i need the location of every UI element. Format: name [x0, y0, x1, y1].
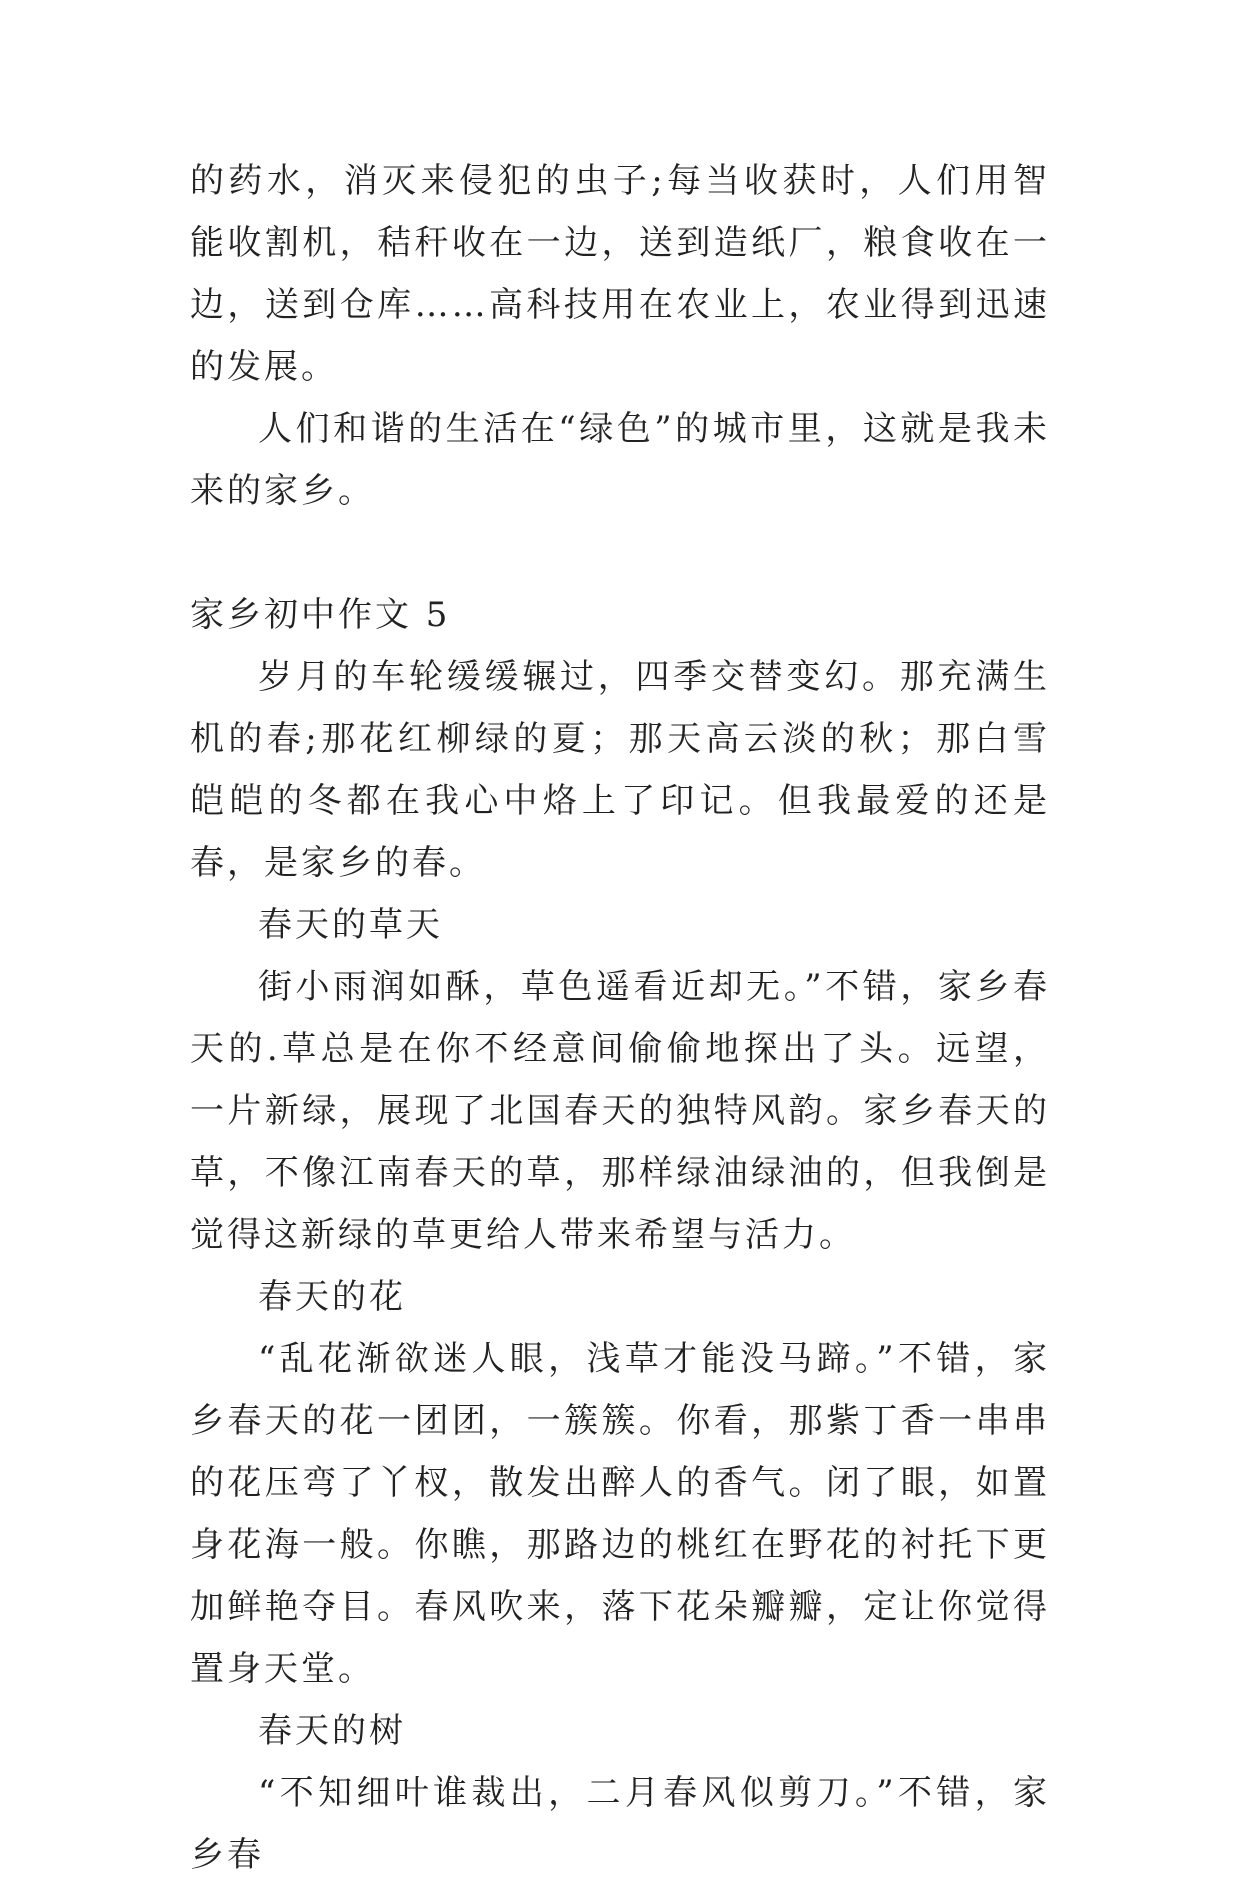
paragraph-continued: 的药水，消灭来侵犯的虫子;每当收获时，人们用智能收割机，秸秆收在一边，送到造纸厂，粮食收在一边，送到仓库……高科技用在农业上，农业得到迅速的发展。 [190, 161, 1050, 387]
subheading-grass: 春天的草天 [258, 905, 443, 945]
paragraph-conclusion: 人们和谐的生活在“绿色”的城市里，这就是我未来的家乡。 [190, 409, 1050, 511]
paragraph-trees: “不知细叶谁裁出，二月春风似剪刀。”不错，家乡春 [190, 1773, 1050, 1875]
paragraph-intro: 岁月的车轮缓缓辗过，四季交替变幻。那充满生机的春;那花红柳绿的夏；那天高云淡的秋；那白雪皑皑的冬都在我心中烙上了印记。但我最爱的还是春，是家乡的春。 [190, 657, 1050, 883]
document-body [190, 150, 1050, 1886]
subheading-flowers: 春天的花 [258, 1277, 406, 1317]
section-title: 家乡初中作文 5 [190, 595, 451, 635]
subheading-trees: 春天的树 [258, 1711, 406, 1751]
paragraph-flowers: “乱花渐欲迷人眼，浅草才能没马蹄。”不错，家乡春天的花一团团，一簇簇。你看，那紫丁香一串串的花压弯了丫杈，散发出醉人的香气。闭了眼，如置身花海一般。你瞧，那路边的桃红在野花的衬托下更加鲜艳夺目。春风吹来，落下花朵瓣瓣，定让你觉得置身天堂。 [190, 1339, 1050, 1689]
paragraph-grass: 街小雨润如酥，草色遥看近却无。”不错，家乡春天的.草总是在你不经意间偷偷地探出了头。远望，一片新绿，展现了北国春天的独特风韵。家乡春天的草，不像江南春天的草，那样绿油绿油的，但我倒是觉得这新绿的草更给人带来希望与活力。 [190, 967, 1050, 1255]
